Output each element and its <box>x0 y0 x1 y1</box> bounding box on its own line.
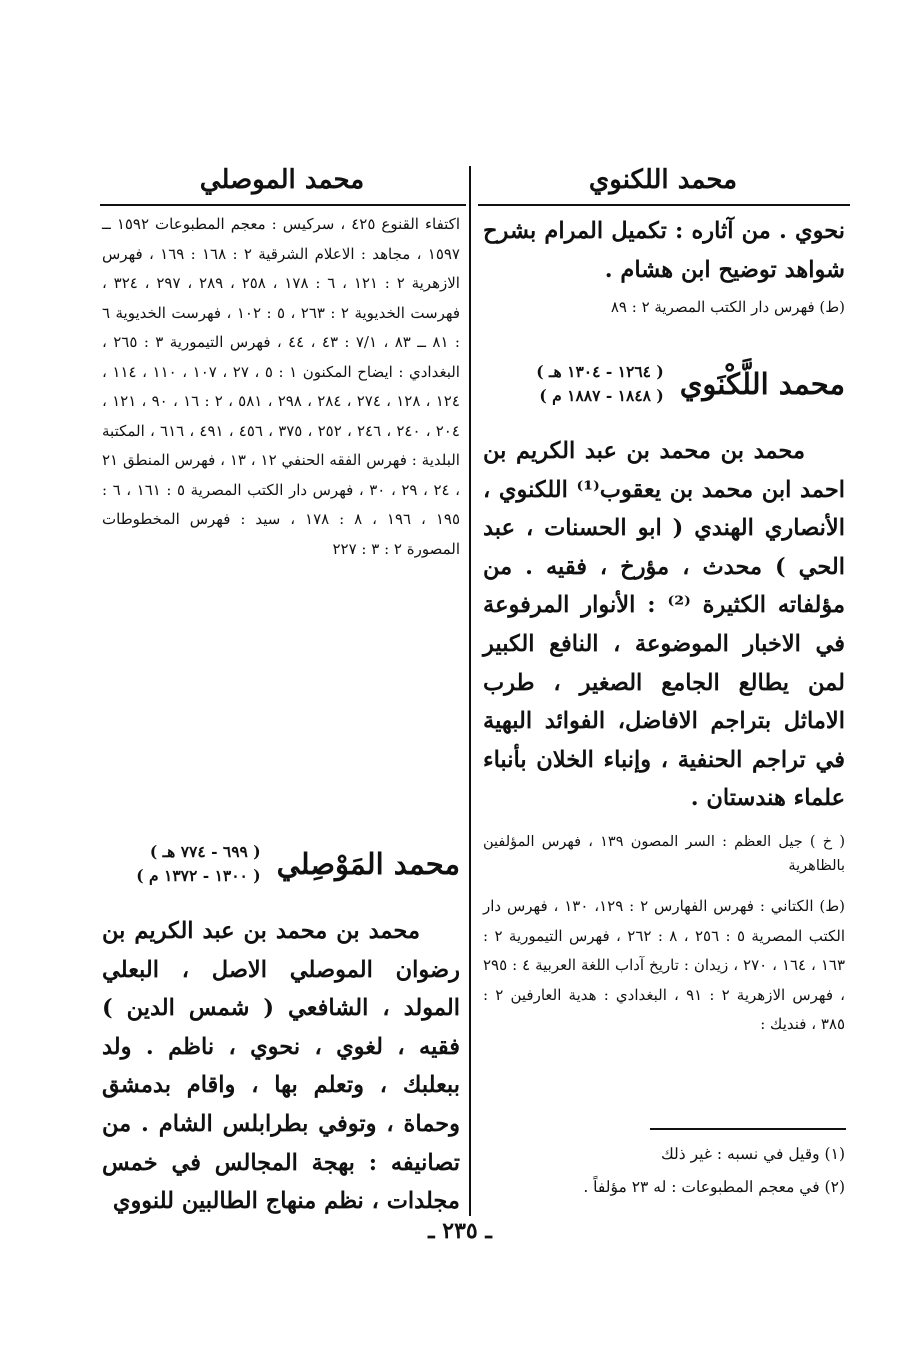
footnotes <box>483 1138 845 1204</box>
entry-dates-lucknowi <box>536 360 663 408</box>
dates-gregorian: ( ١٣٠٠ - ١٣٧٢ م ) <box>136 866 261 885</box>
running-header-right: محمد اللكنوي <box>588 165 738 195</box>
entry-dates-mawsili <box>136 840 260 888</box>
running-header-left: محمد الموصلي <box>199 165 365 195</box>
printed-ref: (ط) الكتاني : فهرس الفهارس ٢ : ١٢٩، ١٣٠ ، فهرس دار الكتب المصرية ٥ : ٢٥٦ ، ٨ : ٢٦٢ ، فهرس التيمورية ٢ : ١٦٣ ، ١٦٤ ، ٢٧٠ ، زيدان : تاريخ آداب اللغة العربية ٤ : ٢٩٥ ، فهرس الازهرية ٢ : ٩١ ، البغدادي : هدية العارفين ٢ : ٣٨٥ ، فنديك : <box>483 897 846 1033</box>
footnote-rule <box>650 1128 846 1130</box>
entry-refs-lucknowi <box>483 830 845 1040</box>
footnote-2: (٢) في معجم المطبوعات : له ٢٣ مؤلفاً . <box>583 1178 845 1196</box>
header-rule-left <box>100 204 466 206</box>
entry-body-text: محمد بن محمد بن عبد الكريم بن احمد ابن محمد بن يعقوب⁽¹⁾ اللكنوي ، الأنصاري الهندي ( ابو الحسنات ، عبد الحي ) محدث ، مؤرخ ، فقيه . من مؤلفاته الكثيرة ⁽²⁾ : الأنوار المرفوعة في الاخبار الموضوعة ، النافع الكبير لمن يطالع الجامع الصغير ، طرب الاماثل بتراجم الافاضل، الفوائد البهية في تراجم الحنفية ، وإنباء الخلان بأنباء علماء هندستان . <box>483 438 845 812</box>
manuscripts-ref: ( خ ) جيل العظم : السر المصون ١٣٩ ، فهرس المؤلفين بالظاهرية <box>483 834 845 874</box>
left-continuation-text: اكتفاء القنوع ٤٢٥ ، سركيس : معجم المطبوعات ١٥٩٢ ــ ١٥٩٧ ، مجاهد : الاعلام الشرقية ٢ : ١٦٨ : ١٦٩ ، فهرس الازهرية ٢ : ١٢١ ، ٦ : ١٧٨ ، ٢٥٨ ، ٢٨٩ ، ٢٩٧ ، ٣٢٤ ، فهرست الخديوية ٢ : ٢٦٣ ، ٥ : ١٠٢ ، فهرست الخديوية ٦ : ٨١ ــ ٨٣ ، ٧/١ : ٤٣ ، ٤٤ ، فهرس التيمورية ٣ : ٢٦٥ ، البغدادي : ايضاح المكنون ١ : ٥ ، ٢٧ ، ١٠٧ ، ١١٠ ، ١١٤ ، ١٢٤ ، ١٢٨ ، ٢٧٤ ، ٢٨٤ ، ٢٩٨ ، ٥٨١ ، ٢ : ١٦ ، ٩٠ ، ١٢١ ، ٢٠٤ ، ٢٤٠ ، ٢٤٦ ، ٢٥٢ ، ٣٧٥ ، ٤٥٦ ، ٤٩١ ، ٦١٦ ، المكتبة البلدية : فهرس الفقه الحنفي ١٢ ، ١٣ ، فهرس المنطق ٢١ ، ٢٤ ، ٢٩ ، ٣٠ ، فهرس دار الكتب المصرية ٥ : ١٦١ ، ٦ : ١٩٥ ، ١٩٦ ، ٨ : ١٧٨ ، سيد : فهرس المخطوطات المصورة ٢ : ٣ : ٢٢٧ <box>102 215 460 558</box>
entry-name-mawsili: محمد المَوْصِلي <box>276 847 460 881</box>
dates-gregorian: ( ١٨٤٨ - ١٨٨٧ م ) <box>539 386 664 405</box>
page-number: ـ ٢٣٥ ـ <box>428 1218 492 1244</box>
entry-heading-lucknowi <box>483 360 845 408</box>
left-continuation-refs <box>102 210 460 564</box>
entry-name-lucknowi: محمد اللَّكْنَوي <box>679 367 845 401</box>
dates-hijri: ( ٦٩٩ - ٧٧٤ هـ ) <box>149 842 261 861</box>
right-continuation-text: نحوي . من آثاره : تكميل المرام بشرح شواهد توضيح ابن هشام . <box>483 218 845 283</box>
header-rule-right <box>478 204 850 206</box>
column-divider <box>469 166 471 1216</box>
entry-body-mawsili <box>102 912 460 1221</box>
right-continuation-ref: (ط) فهرس دار الكتب المصرية ٢ : ٨٩ <box>610 298 845 317</box>
right-column <box>483 212 845 323</box>
footnote-1: (١) وقيل في نسبه : غير ذلك <box>660 1145 845 1163</box>
entry-body-text: محمد بن محمد بن عبد الكريم بن رضوان الموصلي الاصل ، البعلي المولد ، الشافعي ( شمس الدين ) فقيه ، لغوي ، نحوي ، ناظم . ولد ببعلبك ، وتعلم بها ، واقام بدمشق وحماة ، وتوفي بطرابلس الشام . من تصانيفه : بهجة المجالس في خمس مجلدات ، نظم منهاج الطالبين للنووي <box>102 918 460 1215</box>
entry-heading-mawsili <box>102 840 460 888</box>
entry-body-lucknowi <box>483 432 845 818</box>
dates-hijri: ( ١٢٦٤ - ١٣٠٤ هـ ) <box>536 362 664 381</box>
